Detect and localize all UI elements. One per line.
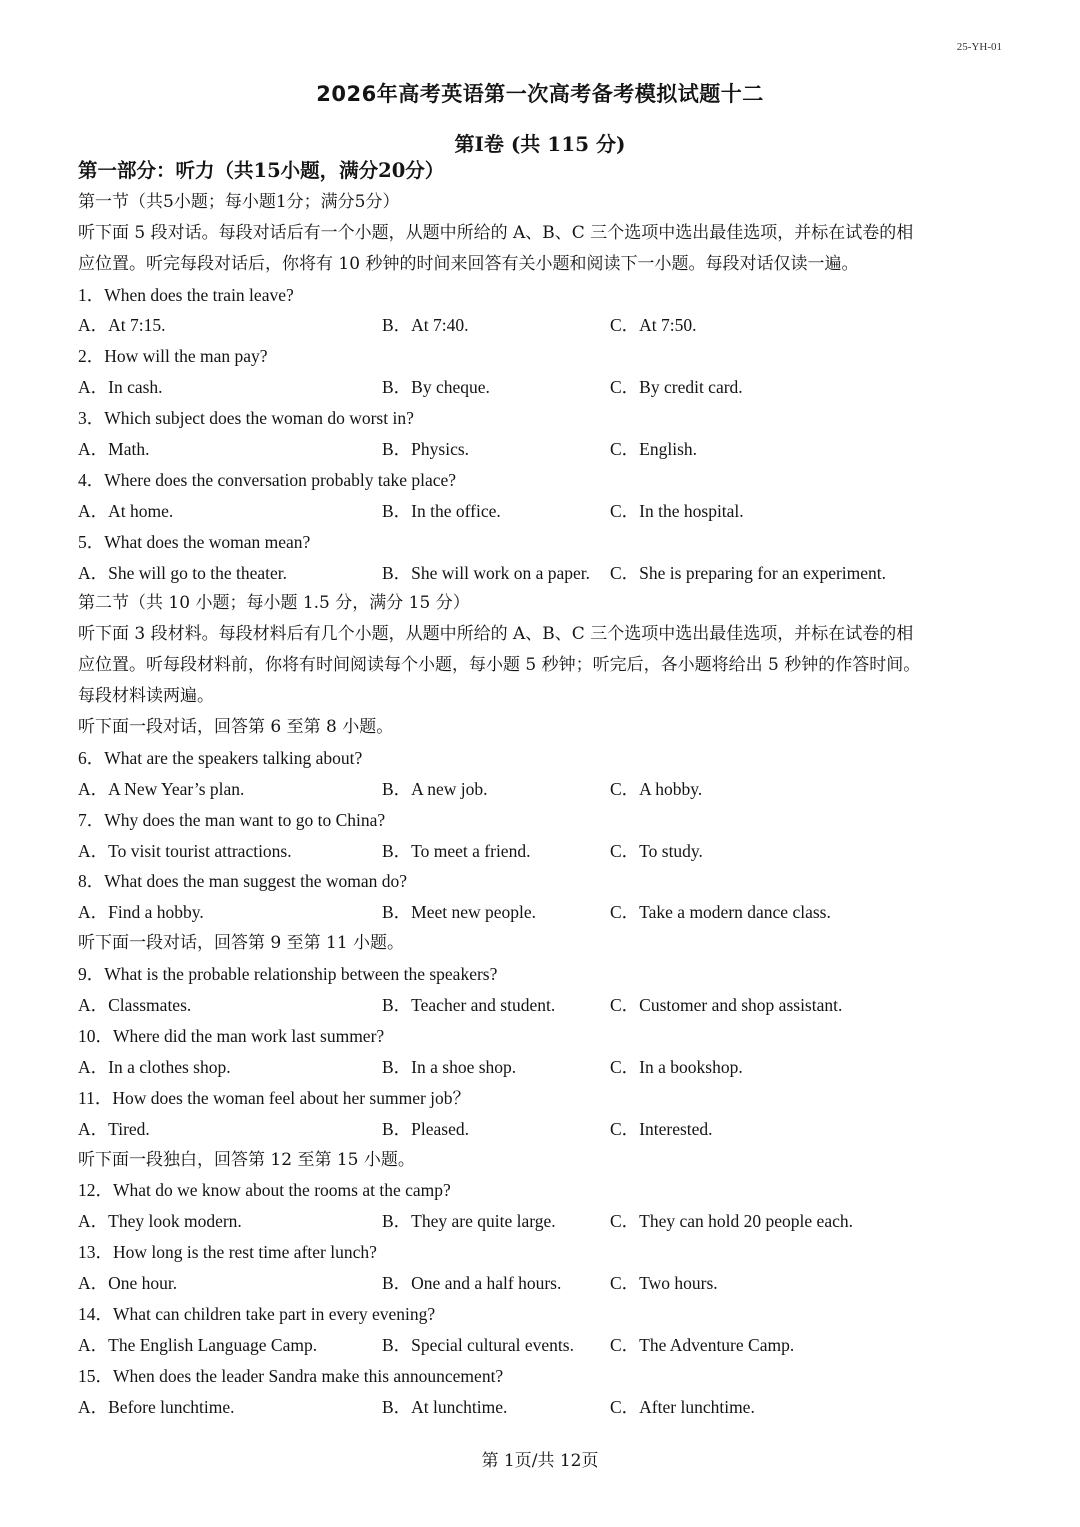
option-row bbox=[78, 1052, 1008, 1083]
option-c: C．Interested. bbox=[610, 1118, 713, 1139]
instruction-line: 应位置。听每段材料前，你将有时间阅读每个小题，每小题 5 秒钟；听完后，各小题将给出 5 秒钟的作答时间。 bbox=[78, 655, 921, 676]
option-row bbox=[78, 1330, 1008, 1361]
question-stem: 12．What do we know about the rooms at the camp? bbox=[78, 1180, 451, 1201]
question-stem: 4．Where does the conversation probably take place? bbox=[78, 469, 457, 490]
question-stem: 3．Which subject does the woman do worst in? bbox=[78, 408, 414, 429]
option-b: B．They are quite large. bbox=[382, 1211, 556, 1232]
option-row bbox=[78, 897, 1008, 928]
option-a: A．In cash. bbox=[78, 377, 163, 398]
option-c: C．A hobby. bbox=[610, 778, 703, 799]
group-note: 听下面一段对话，回答第 9 至第 11 小题。 bbox=[78, 933, 405, 954]
option-b: B．Special cultural events. bbox=[382, 1334, 574, 1355]
option-row bbox=[78, 774, 1008, 805]
question-stem: 14．What can children take part in every evening? bbox=[78, 1303, 436, 1324]
option-c: C．Two hours. bbox=[610, 1273, 718, 1294]
instruction-line: 听下面 3 段材料。每段材料后有几个小题，从题中所给的 A、B、C 三个选项中选出最佳选项，并标在试卷的相 bbox=[78, 624, 914, 645]
option-b: B．At 7:40. bbox=[382, 315, 469, 336]
option-a: A．To visit tourist attractions. bbox=[78, 840, 292, 861]
option-c: C．At 7:50. bbox=[610, 315, 697, 336]
option-b: B．Pleased. bbox=[382, 1118, 470, 1139]
option-b: B．At lunchtime. bbox=[382, 1396, 508, 1417]
question-stem: 9．What is the probable relationship between the speakers? bbox=[78, 964, 498, 985]
option-row bbox=[78, 1114, 1008, 1145]
option-row bbox=[78, 372, 1008, 403]
option-a: A．Classmates. bbox=[78, 995, 192, 1016]
question-stem: 7．Why does the man want to go to China? bbox=[78, 809, 386, 830]
subsection-title: 第一节（共5小题；每小题1分；满分5分） bbox=[78, 191, 400, 212]
option-b: B．A new job. bbox=[382, 778, 488, 799]
question-stem: 13．How long is the rest time after lunch? bbox=[78, 1242, 377, 1263]
option-b: B．By cheque. bbox=[382, 377, 490, 398]
option-b: B．One and a half hours. bbox=[382, 1273, 562, 1294]
option-a: A．Find a hobby. bbox=[78, 902, 204, 923]
option-a: A．A New Year’s plan. bbox=[78, 778, 245, 799]
option-c: C．Customer and shop assistant. bbox=[610, 995, 843, 1016]
option-c: C．The Adventure Camp. bbox=[610, 1334, 795, 1355]
option-c: C．They can hold 20 people each. bbox=[610, 1211, 853, 1232]
group-note: 听下面一段独白，回答第 12 至第 15 小题。 bbox=[78, 1149, 415, 1170]
option-a: A．In a clothes shop. bbox=[78, 1056, 231, 1077]
option-c: C．After lunchtime. bbox=[610, 1396, 755, 1417]
part-title: 第一部分：听力（共15小题，满分20分） bbox=[78, 159, 445, 182]
question-stem: 10．Where did the man work last summer? bbox=[78, 1025, 385, 1046]
question-stem: 6．What are the speakers talking about? bbox=[78, 747, 363, 768]
question-stem: 2．How will the man pay? bbox=[78, 346, 268, 367]
option-a: A．One hour. bbox=[78, 1273, 178, 1294]
option-a: A．She will go to the theater. bbox=[78, 562, 287, 583]
option-c: C．By credit card. bbox=[610, 377, 743, 398]
question-stem: 5．What does the woman mean? bbox=[78, 531, 311, 552]
instruction-line: 每段材料读两遍。 bbox=[78, 686, 214, 707]
option-a: A．At 7:15. bbox=[78, 315, 166, 336]
option-a: A．Tired. bbox=[78, 1118, 150, 1139]
option-a: A．Math. bbox=[78, 439, 150, 460]
option-c: C．In a bookshop. bbox=[610, 1056, 743, 1077]
option-row bbox=[78, 1392, 1008, 1423]
option-b: B．She will work on a paper. bbox=[382, 562, 591, 583]
option-row bbox=[78, 1206, 1008, 1237]
option-b: B．In the office. bbox=[382, 500, 501, 521]
option-row bbox=[78, 558, 1008, 589]
option-b: B．Teacher and student. bbox=[382, 995, 556, 1016]
exam-content bbox=[78, 156, 1008, 1423]
group-note: 听下面一段对话，回答第 6 至第 8 小题。 bbox=[78, 717, 394, 738]
option-a: A．Before lunchtime. bbox=[78, 1396, 235, 1417]
option-b: B．Meet new people. bbox=[382, 902, 537, 923]
option-c: C．She is preparing for an experiment. bbox=[610, 562, 887, 583]
option-c: C．English. bbox=[610, 439, 698, 460]
option-row bbox=[78, 990, 1008, 1021]
option-row bbox=[78, 836, 1008, 867]
document-code: 25-YH-01 bbox=[956, 41, 1002, 53]
option-b: B．Physics. bbox=[382, 439, 470, 460]
option-c: C．In the hospital. bbox=[610, 500, 744, 521]
question-stem: 11．How does the woman feel about her summer job？ bbox=[78, 1087, 471, 1108]
question-stem: 8．What does the man suggest the woman do? bbox=[78, 871, 408, 892]
option-a: A．At home. bbox=[78, 500, 174, 521]
option-row bbox=[78, 434, 1008, 465]
option-b: B．To meet a friend. bbox=[382, 840, 531, 861]
volume-heading: 第I卷 (共 115 分) bbox=[454, 132, 626, 156]
option-row bbox=[78, 496, 1008, 527]
instruction-line: 听下面 5 段对话。每段对话后有一个小题，从题中所给的 A、B、C 三个选项中选出最佳选项，并标在试卷的相 bbox=[78, 222, 914, 243]
exam-title: 2026年高考英语第一次高考备考模拟试题十二 bbox=[316, 82, 764, 106]
option-a: A．They look modern. bbox=[78, 1211, 242, 1232]
option-row bbox=[78, 310, 1008, 341]
option-row bbox=[78, 1268, 1008, 1299]
option-c: C．To study. bbox=[610, 840, 703, 861]
subsection-title: 第二节（共 10 小题；每小题 1.5 分，满分 15 分） bbox=[78, 593, 470, 614]
instruction-line: 应位置。听完每段对话后，你将有 10 秒钟的时间来回答有关小题和阅读下一小题。每段对话仅读一遍。 bbox=[78, 253, 859, 274]
question-stem: 15．When does the leader Sandra make this announcement? bbox=[78, 1365, 504, 1386]
option-c: C．Take a modern dance class. bbox=[610, 902, 831, 923]
question-stem: 1．When does the train leave? bbox=[78, 284, 294, 305]
page-footer: 第 1页/共 12页 bbox=[481, 1451, 599, 1471]
option-b: B．In a shoe shop. bbox=[382, 1056, 517, 1077]
option-a: A．The English Language Camp. bbox=[78, 1334, 318, 1355]
